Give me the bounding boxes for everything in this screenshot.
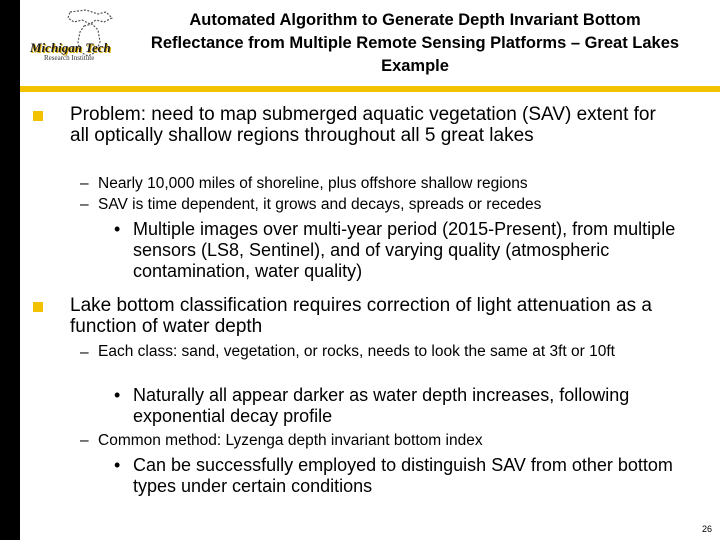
dash-icon: – xyxy=(80,175,89,192)
slide-title: Automated Algorithm to Generate Depth Invariant Bottom Reflectance from Multiple Remote Sensing Platforms – Great Lakes Example xyxy=(150,11,680,75)
dash-icon: – xyxy=(80,344,89,361)
bullet-shoreline: Nearly 10,000 miles of shoreline, plus offshore shallow regions xyxy=(98,175,528,192)
bullet-lake-bottom: Lake bottom classification requires correction of light attenuation as a function of water depth xyxy=(70,295,652,337)
slide-header xyxy=(0,0,720,90)
dot-icon: • xyxy=(114,219,121,239)
dash-icon: – xyxy=(80,196,89,213)
logo-wordmark: Michigan Tech xyxy=(30,40,111,55)
logo-subtitle: Research Institute xyxy=(44,54,95,62)
bullet-multi-images: Multiple images over multi-year period (2015-Present), from multiple sensors (LS8, Sentinel), and of varying quality (atmospheric contamination, water quality) xyxy=(133,219,676,281)
bullet-common-method: Common method: Lyzenga depth invariant bottom index xyxy=(98,432,483,449)
header-rule xyxy=(20,86,720,92)
bullet-each-class: Each class: sand, vegetation, or rocks, needs to look the same at 3ft or 10ft xyxy=(98,343,615,360)
bullet-darker: Naturally all appear darker as water depth increases, following exponential decay profile xyxy=(133,385,630,426)
dash-icon: – xyxy=(80,432,89,449)
bullet-problem: Problem: need to map submerged aquatic vegetation (SAV) extent for all optically shallow regions throughout all 5 great lakes xyxy=(70,104,656,146)
bullet-square-icon xyxy=(33,302,43,312)
dot-icon: • xyxy=(114,385,121,405)
bullet-sav-time: SAV is time dependent, it grows and decays, spreads or recedes xyxy=(98,196,542,213)
bullet-successfully: Can be successfully employed to distinguish SAV from other bottom types under certain conditions xyxy=(133,455,673,496)
dot-icon: • xyxy=(114,455,121,475)
bullet-square-icon xyxy=(33,111,43,121)
page-number: 26 xyxy=(701,524,712,534)
